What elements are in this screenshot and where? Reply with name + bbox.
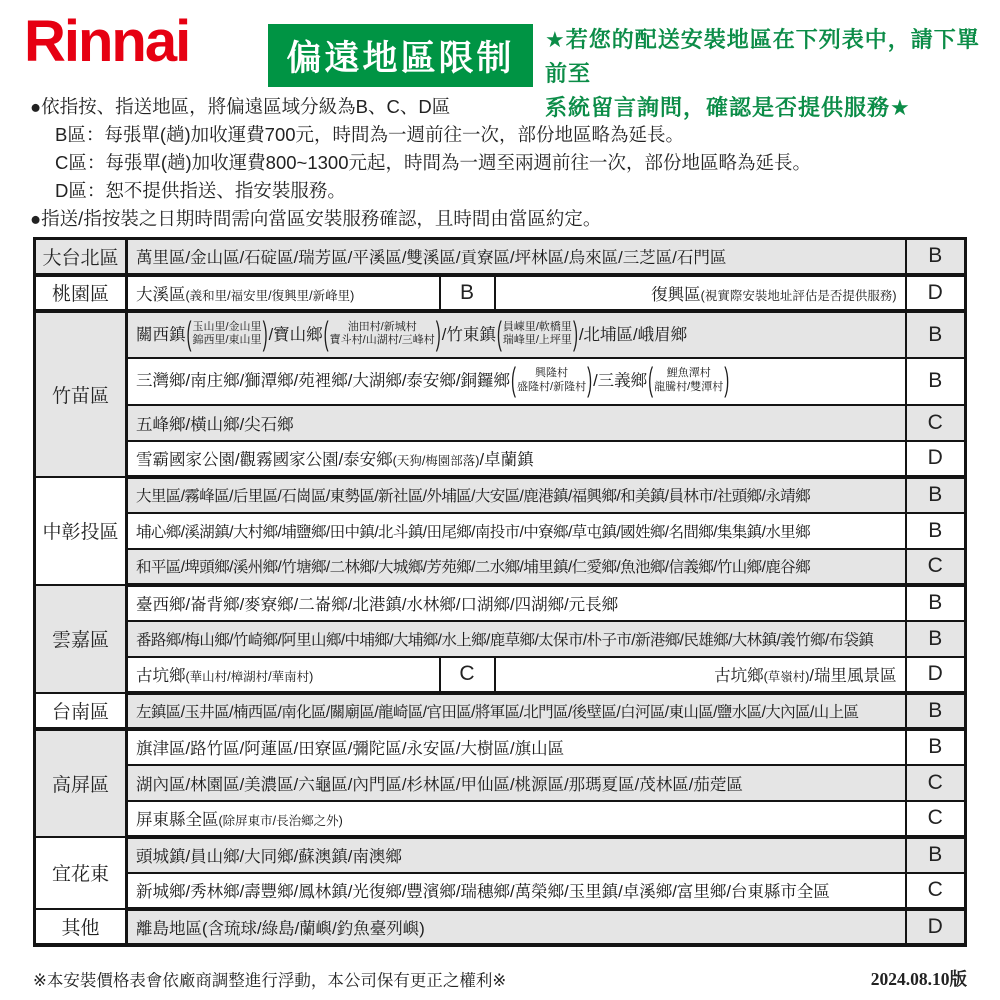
area-subnote: (華山村/樟湖村/華南村) <box>185 670 314 684</box>
area-text: 屏東縣全區 <box>136 811 219 829</box>
grade-cell: B <box>906 837 966 873</box>
table-row <box>35 513 966 549</box>
table-row <box>35 621 966 657</box>
table-row <box>35 909 966 945</box>
area-text: 大溪區 <box>136 285 186 304</box>
rule-schedule-line: ●指送/指按裝之日期時間需向當區安裝服務確認，且時間由當區約定。 <box>30 208 602 229</box>
area-text: /寶山鄉 <box>268 325 323 344</box>
table-row <box>35 837 966 873</box>
area-text: 旗津區/路竹區/阿蓮區/田寮區/彌陀區/永安區/大樹區/旗山區 <box>136 740 565 758</box>
area-text: 湖內區/林園區/美濃區/六龜區/內門區/杉林區/甲仙區/桃源區/那瑪夏區/茂林區/茄萣區 <box>136 775 743 794</box>
grade-cell: B <box>906 239 966 275</box>
footer <box>33 966 967 991</box>
region-label: 宜花東 <box>35 837 127 909</box>
region-label: 大台北區 <box>35 239 127 275</box>
stacked-villages: ( 油田村/新城村 寶斗村/山湖村/三峰村 ) <box>323 315 441 354</box>
table-row <box>35 477 966 513</box>
grade-cell: C <box>906 801 966 837</box>
table-row <box>35 441 966 477</box>
area-cell <box>127 275 440 311</box>
open-paren: ( <box>511 362 517 400</box>
table-row <box>35 239 966 275</box>
area-cell <box>127 729 906 765</box>
area-cell <box>127 657 440 693</box>
area-text: 左鎮區/玉井區/楠西區/南化區/關廟區/龍崎區/官田區/將軍區/北門區/後壁區/白河區/東山區/鹽水區/大內區/山上區 <box>136 703 859 721</box>
stacked-villages: ( 興隆村 盛隆村/新隆村 ) <box>511 362 593 400</box>
region-label: 中彰投區 <box>35 477 127 585</box>
table-row <box>35 275 966 311</box>
area-text: 三灣鄉/南庄鄉/獅潭鄉/苑裡鄉/大湖鄉/泰安鄉/銅鑼鄉 <box>136 372 511 391</box>
area-cell <box>127 837 906 873</box>
region-table-wrapper <box>33 237 967 947</box>
table-row <box>35 405 966 441</box>
area-cell <box>127 239 906 275</box>
open-paren: ( <box>648 362 654 400</box>
grade-cell: B <box>906 311 966 358</box>
footer-note: ※本安裝價格表會依廠商調整進行浮動，本公司保有更正之權利※ <box>33 971 507 990</box>
grade-cell: C <box>906 873 966 909</box>
area-subnote: (草嶺村) <box>763 670 810 684</box>
table-row <box>35 873 966 909</box>
area-text: /卓蘭鎮 <box>479 451 534 469</box>
grade-cell: C <box>440 657 495 693</box>
open-paren: ( <box>496 315 502 354</box>
close-paren: ) <box>262 315 268 354</box>
grade-cell: C <box>906 765 966 801</box>
area-cell <box>127 513 906 549</box>
grade-cell: B <box>906 585 966 621</box>
grade-cell: D <box>906 441 966 477</box>
area-subnote: (天狗/梅園部落) <box>392 454 480 468</box>
table-row <box>35 585 966 621</box>
area-cell <box>127 549 906 585</box>
area-cell <box>127 358 906 405</box>
grade-cell: C <box>906 405 966 441</box>
area-text: 頭城鎮/員山鄉/大同鄉/蘇澳鎮/南澳鄉 <box>136 848 402 866</box>
area-subnote: (義和里/福安里/復興里/新峰里) <box>185 288 355 303</box>
grade-cell: C <box>906 549 966 585</box>
area-text: 大里區/霧峰區/后里區/石崗區/東勢區/新社區/外埔區/大安區/鹿港鎮/福興鄉/和美鎮/員林市/社頭鄉/永靖鄉 <box>136 488 810 505</box>
table-row <box>35 311 966 358</box>
area-subnote: (除屏東市/長治鄉之外) <box>218 814 343 828</box>
area-cell <box>127 477 906 513</box>
close-paren: ) <box>572 315 578 354</box>
area-cell <box>127 693 906 729</box>
rinnai-logo: Rinnai <box>24 9 190 74</box>
region-label: 高屏區 <box>35 729 127 837</box>
region-label: 竹苗區 <box>35 311 127 477</box>
area-cell <box>127 801 906 837</box>
area-cell <box>127 765 906 801</box>
region-label: 其他 <box>35 909 127 945</box>
area-text: 萬里區/金山區/石碇區/瑞芳區/平溪區/雙溪區/貢寮區/坪林區/烏來區/三芝區/石門區 <box>136 249 727 268</box>
table-row <box>35 693 966 729</box>
area-cell <box>127 441 906 477</box>
area-cell <box>495 275 906 311</box>
area-text: 古坑鄉 <box>714 667 764 685</box>
region-label: 桃園區 <box>35 275 127 311</box>
area-cell <box>127 405 906 441</box>
page-title: 偏遠地區限制 <box>268 24 533 87</box>
grade-cell: B <box>906 513 966 549</box>
grade-cell: B <box>906 621 966 657</box>
stacked-villages: ( 員崠里/軟橋里 瑞峰里/上坪里 ) <box>496 315 578 354</box>
rule-zone-b: B區：每張單(趟)加收運費700元，時間為一週前往一次，部份地區略為延長。 <box>55 124 685 145</box>
grade-cell: D <box>906 909 966 945</box>
rule-zone-d: D區：恕不提供指送、指安裝服務。 <box>55 180 346 201</box>
area-text: /三義鄉 <box>593 372 648 391</box>
region-label: 雲嘉區 <box>35 585 127 693</box>
area-text: 復興區 <box>651 285 701 304</box>
grading-rules <box>30 93 811 233</box>
area-cell <box>495 657 906 693</box>
table-row <box>35 801 966 837</box>
area-text: 雪霸國家公園/觀霧國家公園/泰安鄉 <box>136 451 393 469</box>
close-paren: ) <box>724 362 730 400</box>
area-text: 古坑鄉 <box>136 667 186 685</box>
close-paren: ) <box>587 362 593 400</box>
grade-cell: B <box>440 275 495 311</box>
grade-cell: B <box>906 729 966 765</box>
header-notice-line2: 系統留言詢問，確認是否提供服務★ <box>545 95 911 120</box>
area-cell <box>127 311 906 358</box>
version-label: 2024.08.10版 <box>870 969 967 989</box>
area-text: 臺西鄉/崙背鄉/麥寮鄉/二崙鄉/北港鎮/水林鄉/口湖鄉/四湖鄉/元長鄉 <box>136 596 619 614</box>
area-text: /竹東鎮 <box>441 325 496 344</box>
area-text: 五峰鄉/橫山鄉/尖石鄉 <box>136 415 294 434</box>
stacked-villages: ( 鯉魚潭村 龍騰村/雙潭村 ) <box>648 362 730 400</box>
stacked-villages: ( 玉山里/金山里 錦西里/東山里 ) <box>186 315 268 354</box>
area-text: 番路鄉/梅山鄉/竹崎鄉/阿里山鄉/中埔鄉/大埔鄉/水上鄉/鹿草鄉/太保市/朴子市/新港鄉/民雄鄉/大林鎮/義竹鄉/布袋鎮 <box>136 631 874 649</box>
grade-cell: D <box>906 657 966 693</box>
header-notice-line1: ★若您的配送安裝地區在下列表中，請下單前至 <box>545 27 980 86</box>
grade-cell: B <box>906 693 966 729</box>
area-text: 埔心鄉/溪湖鎮/大村鄉/埔鹽鄉/田中鎮/北斗鎮/田尾鄉/南投市/中寮鄉/草屯鎮/國姓鄉/名間鄉/集集鎮/水里鄉 <box>136 523 810 541</box>
table-row <box>35 358 966 405</box>
area-text: 和平區/埤頭鄉/溪州鄉/竹塘鄉/二林鄉/大城鄉/芳苑鄉/二水鄉/埔里鎮/仁愛鄉/魚池鄉/信義鄉/竹山鄉/鹿谷鄉 <box>136 559 810 576</box>
table-row <box>35 549 966 585</box>
region-label: 台南區 <box>35 693 127 729</box>
area-text: /瑞里風景區 <box>809 667 897 685</box>
area-text: 關西鎮 <box>136 325 186 344</box>
area-subnote: (視實際安裝地址評估是否提供服務) <box>700 288 897 303</box>
open-paren: ( <box>186 315 192 354</box>
area-text: 離島地區(含琉球/綠島/蘭嶼/釣魚臺列嶼) <box>136 919 425 938</box>
grade-cell: B <box>906 358 966 405</box>
area-cell <box>127 909 906 945</box>
grade-cell: B <box>906 477 966 513</box>
table-row <box>35 657 966 693</box>
area-cell <box>127 873 906 909</box>
area-cell <box>127 621 906 657</box>
rule-zone-c: C區：每張單(趟)加收運費800~1300元起，時間為一週至兩週前往一次，部份地區略為延長。 <box>55 152 812 173</box>
area-text: 新城鄉/秀林鄉/壽豐鄉/鳳林鎮/光復鄉/豐濱鄉/瑞穗鄉/萬榮鄉/玉里鎮/卓溪鄉/富里鄉/台東縣市全區 <box>136 883 830 901</box>
table-row <box>35 729 966 765</box>
region-table <box>33 237 967 947</box>
open-paren: ( <box>323 315 329 354</box>
area-text: /北埔區/峨眉鄉 <box>578 325 688 344</box>
close-paren: ) <box>435 315 441 354</box>
area-cell <box>127 585 906 621</box>
grade-cell: D <box>906 275 966 311</box>
rule-intro-line: ●依指按、指送地區，將偏遠區域分級為B、C、D區 <box>30 96 451 117</box>
table-row <box>35 765 966 801</box>
